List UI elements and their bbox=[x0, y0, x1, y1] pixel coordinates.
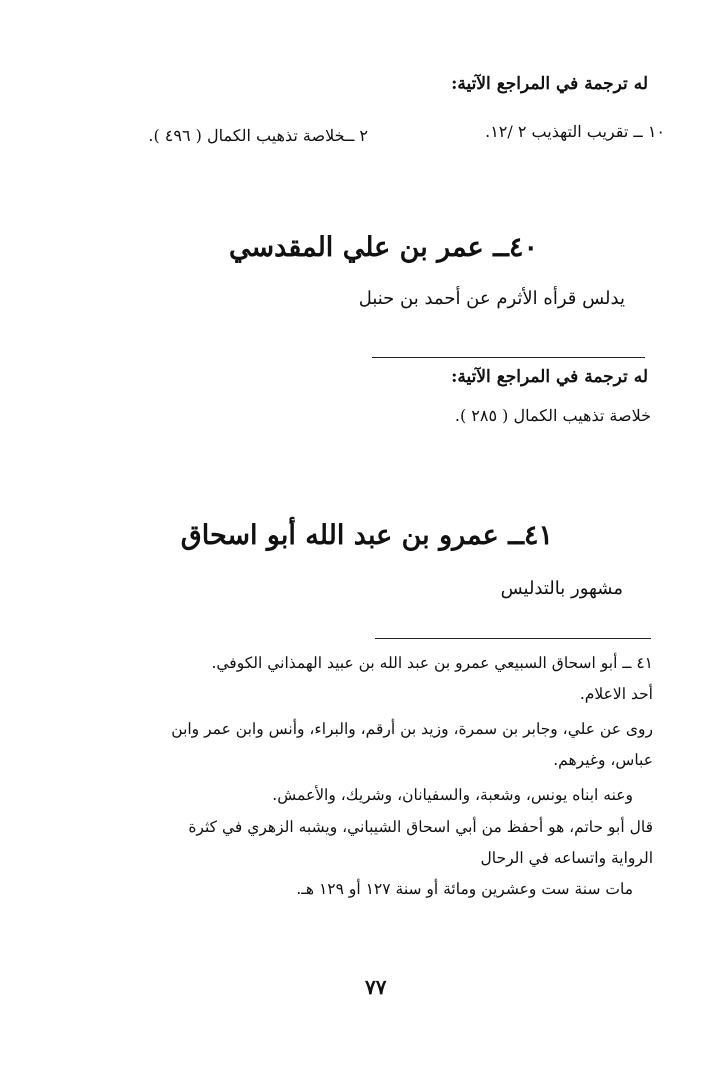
footnote-divider bbox=[372, 357, 645, 358]
references-header: له ترجمة في المراجع الآتية: bbox=[451, 367, 648, 387]
footnote-line: الرواية واتساعه في الرحال bbox=[480, 849, 653, 867]
references-header: له ترجمة في المراجع الآتية: bbox=[451, 74, 648, 94]
footnote-line: مات سنة ست وعشرين ومائة أو سنة ١٢٧ أو ١٢٩ هـ. bbox=[296, 880, 633, 898]
reference-item: ٢ ــخلاصة تذهيب الكمال ( ٤٩٦ ). bbox=[148, 126, 368, 145]
footnote-line: عباس، وغيرهم. bbox=[553, 751, 653, 769]
reference-item: خلاصة تذهيب الكمال ( ٢٨٥ ). bbox=[454, 406, 651, 425]
entry-title: ٤٠ــ عمر بن علي المقدسي bbox=[229, 232, 538, 263]
reference-item: ١٠ ــ تقريب التهذيب ٢ /١٢. bbox=[485, 122, 665, 141]
entry-description: يدلس قرأه الأثرم عن أحمد بن حنبل bbox=[358, 288, 625, 309]
page-number: ٧٧ bbox=[365, 975, 387, 999]
footnote-line: روى عن علي، وجابر بن سمرة، وزيد بن أرقم، والبراء، وأنس وابن عمر وابن bbox=[171, 720, 653, 738]
footnote-divider bbox=[375, 638, 651, 639]
footnote-line: وعنه ابناه يونس، وشعبة، والسفيانان، وشريك، والأعمش. bbox=[272, 786, 633, 804]
entry-description: مشهور بالتدليس bbox=[500, 578, 623, 599]
footnote-line: أحد الاعلام. bbox=[579, 685, 653, 703]
footnote-line: قال أبو حاتم، هو أحفظ من أبي اسحاق الشيباني، ويشبه الزهري في كثرة bbox=[188, 818, 653, 836]
entry-title: ٤١ــ عمرو بن عبد الله أبو اسحاق bbox=[180, 520, 553, 551]
footnote-line: ٤١ ــ أبو اسحاق السبيعي عمرو بن عبد الله بن عبيد الهمذاني الكوفي. bbox=[211, 654, 653, 672]
